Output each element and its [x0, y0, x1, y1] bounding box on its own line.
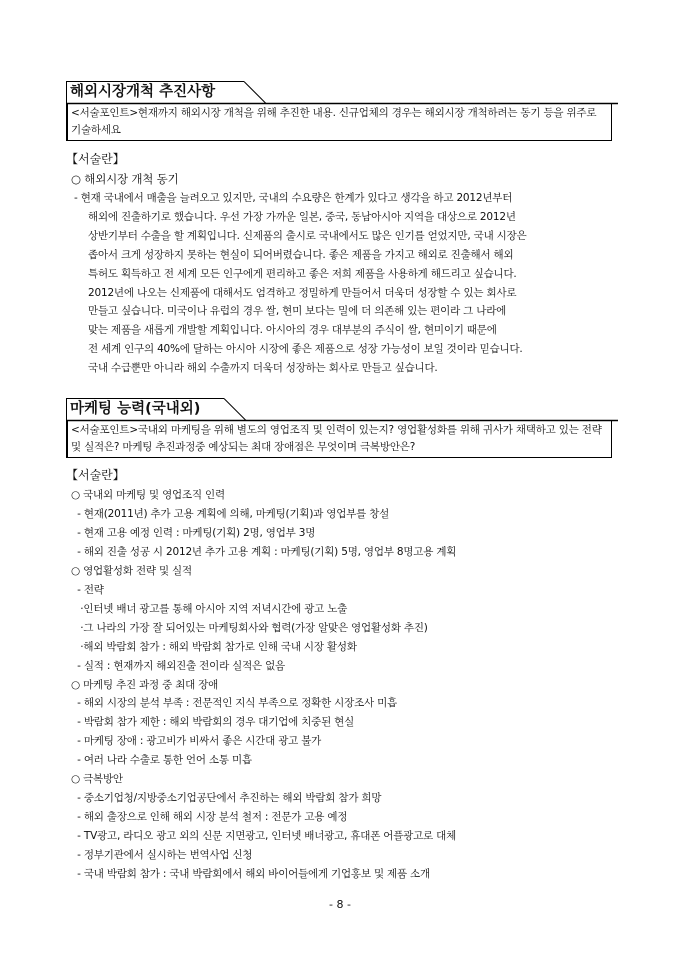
list-item: - 해외 진출 성공 시 2012년 추가 고용 계획 : 마케팅(기획) 5명, 영업부 8명고용 계획 — [74, 545, 457, 558]
list-item: ·그 나라의 가장 잘 되어있는 마케팅회사와 협력(가장 알맞은 영업활성화 추진) — [74, 621, 428, 634]
page-number: - 8 - — [329, 898, 351, 911]
paragraph-line: - 현재 국내에서 매출을 늘려오고 있지만, 국내의 수요량은 한계가 있다고 생각을 하고 2012년부터 — [74, 192, 513, 204]
list-item: - 전략 — [74, 583, 104, 596]
motivation-heading: ○ 해외시장 개척 동기 — [71, 172, 179, 186]
writing-guide-box — [66, 420, 612, 458]
paragraph-line: 2012년에 나오는 신제품에 대해서도 엄격하고 정밀하게 만들어서 더욱더 성장할 수 있는 회사로 — [88, 286, 517, 299]
list-item: - 마케팅 장애 : 광고비가 비싸서 좋은 시간대 광고 불가 — [74, 735, 322, 748]
paragraph-line: 해외에 진출하기로 했습니다. 우선 가장 가까운 일본, 중국, 동남아시아 지역을 대상으로 2012년 — [88, 210, 516, 223]
list-item: - 중소기업청/지방중소기업공단에서 추진하는 해외 박람회 참가 희망 — [74, 792, 382, 805]
list-heading: ○ 극복방안 — [71, 773, 123, 786]
list-item: - 여러 나라 수출로 통한 언어 소통 미흡 — [74, 754, 252, 767]
paragraph-line: 전 세계 인구의 40%에 달하는 아시아 시장에 좋은 제품으로 성장 가능성이 보일 것이라 믿습니다. — [88, 343, 523, 356]
paragraph-line: 특허도 획득하고 전 세계 모든 인구에게 편리하고 좋은 저희 제품을 사용하게 해드리고 싶습니다. — [88, 267, 517, 280]
section-title-marketing — [66, 398, 618, 422]
list-item: ·해외 박람회 참가 : 해외 박람회 참가로 인해 국내 시장 활성화 — [74, 640, 357, 653]
paragraph-line: 국내 수급뿐만 아니라 해외 수출까지 더욱더 성장하는 회사로 만들고 싶습니다. — [88, 362, 438, 375]
section-title-text: 마케팅 능력(국내외) — [70, 401, 201, 417]
list-item: ·인터넷 배너 광고를 통해 아시아 지역 저녁시간에 광고 노출 — [74, 602, 348, 615]
list-item: - 해외 시장의 분석 부족 : 전문적인 지식 부족으로 정확한 시장조사 미흡 — [74, 697, 397, 710]
list-item: - 해외 출장으로 인해 해외 시장 분석 철저 : 전문가 고용 예정 — [74, 811, 348, 824]
list-heading: ○ 영업활성화 전략 및 실적 — [71, 564, 192, 577]
writing-area-label: 【서술란】 — [66, 468, 125, 482]
section-title-text: 해외시장개척 추진사항 — [70, 84, 216, 100]
writing-guide-text: <서술포인트>현재까지 해외시장 개척을 위해 추진한 내용. 신규업체의 경우는 해외시장 개척하려는 동기 등을 위주로 기술하세요 — [71, 107, 597, 136]
writing-area-label: 【서술란】 — [66, 152, 125, 166]
list-item: - 박람회 참가 제한 : 해외 박람회의 경우 대기업에 치중된 현실 — [74, 716, 355, 729]
list-item: - 현재 고용 예정 인력 : 마케팅(기획) 2명, 영업부 3명 — [74, 526, 316, 539]
paragraph-line: 좁아서 크게 성장하지 못하는 현실이 되어버렸습니다. 좋은 제품을 가지고 해외로 진출해서 해외 — [88, 248, 514, 261]
paragraph-line: 맞는 제품을 새롭게 개발할 계획입니다. 아시아의 경우 대부분의 주식이 쌀, 현미이기 때문에 — [88, 324, 497, 337]
list-heading: ○ 마케팅 추진 과정 중 최대 장애 — [71, 678, 219, 691]
list-item: - 현재(2011년) 추가 고용 계획에 의해, 마케팅(기획)과 영업부를 창설 — [74, 507, 390, 520]
list-item: - 실적 : 현재까지 해외진출 전이라 실적은 없음 — [74, 659, 286, 672]
paragraph-line: 만들고 싶습니다. 미국이나 유럽의 경우 쌀, 현미 보다는 밀에 더 의존해 있는 편이라 그 나라에 — [88, 305, 507, 318]
list-heading: ○ 국내외 마케팅 및 영업조직 인력 — [71, 489, 225, 501]
section-title-overseas-market — [66, 81, 618, 105]
writing-guide-box — [66, 103, 612, 141]
list-item: - 국내 박람회 참가 : 국내 박람회에서 해외 바이어들에게 기업홍보 및 제품 소개 — [74, 868, 430, 880]
paragraph-line: 상반기부터 수출을 할 계획입니다. 신제품의 출시로 국내에서도 많은 인기를 얻었지만, 국내 시장은 — [88, 229, 527, 242]
list-item: - 정부기관에서 실시하는 번역사업 신청 — [74, 849, 253, 862]
writing-guide-text: <서술포인트>국내외 마케팅을 위해 별도의 영업조직 및 인력이 있는지? 영업활성화를 위해 귀사가 채택하고 있는 전략 및 실적은? 마케팅 추진과정중 예상되는 최대 장애점은 무엇이며 극복방안은? — [71, 424, 602, 453]
list-item: - TV광고, 라디오 광고 외의 신문 지면광고, 인터넷 배너광고, 휴대폰 어플광고로 대체 — [74, 830, 457, 843]
